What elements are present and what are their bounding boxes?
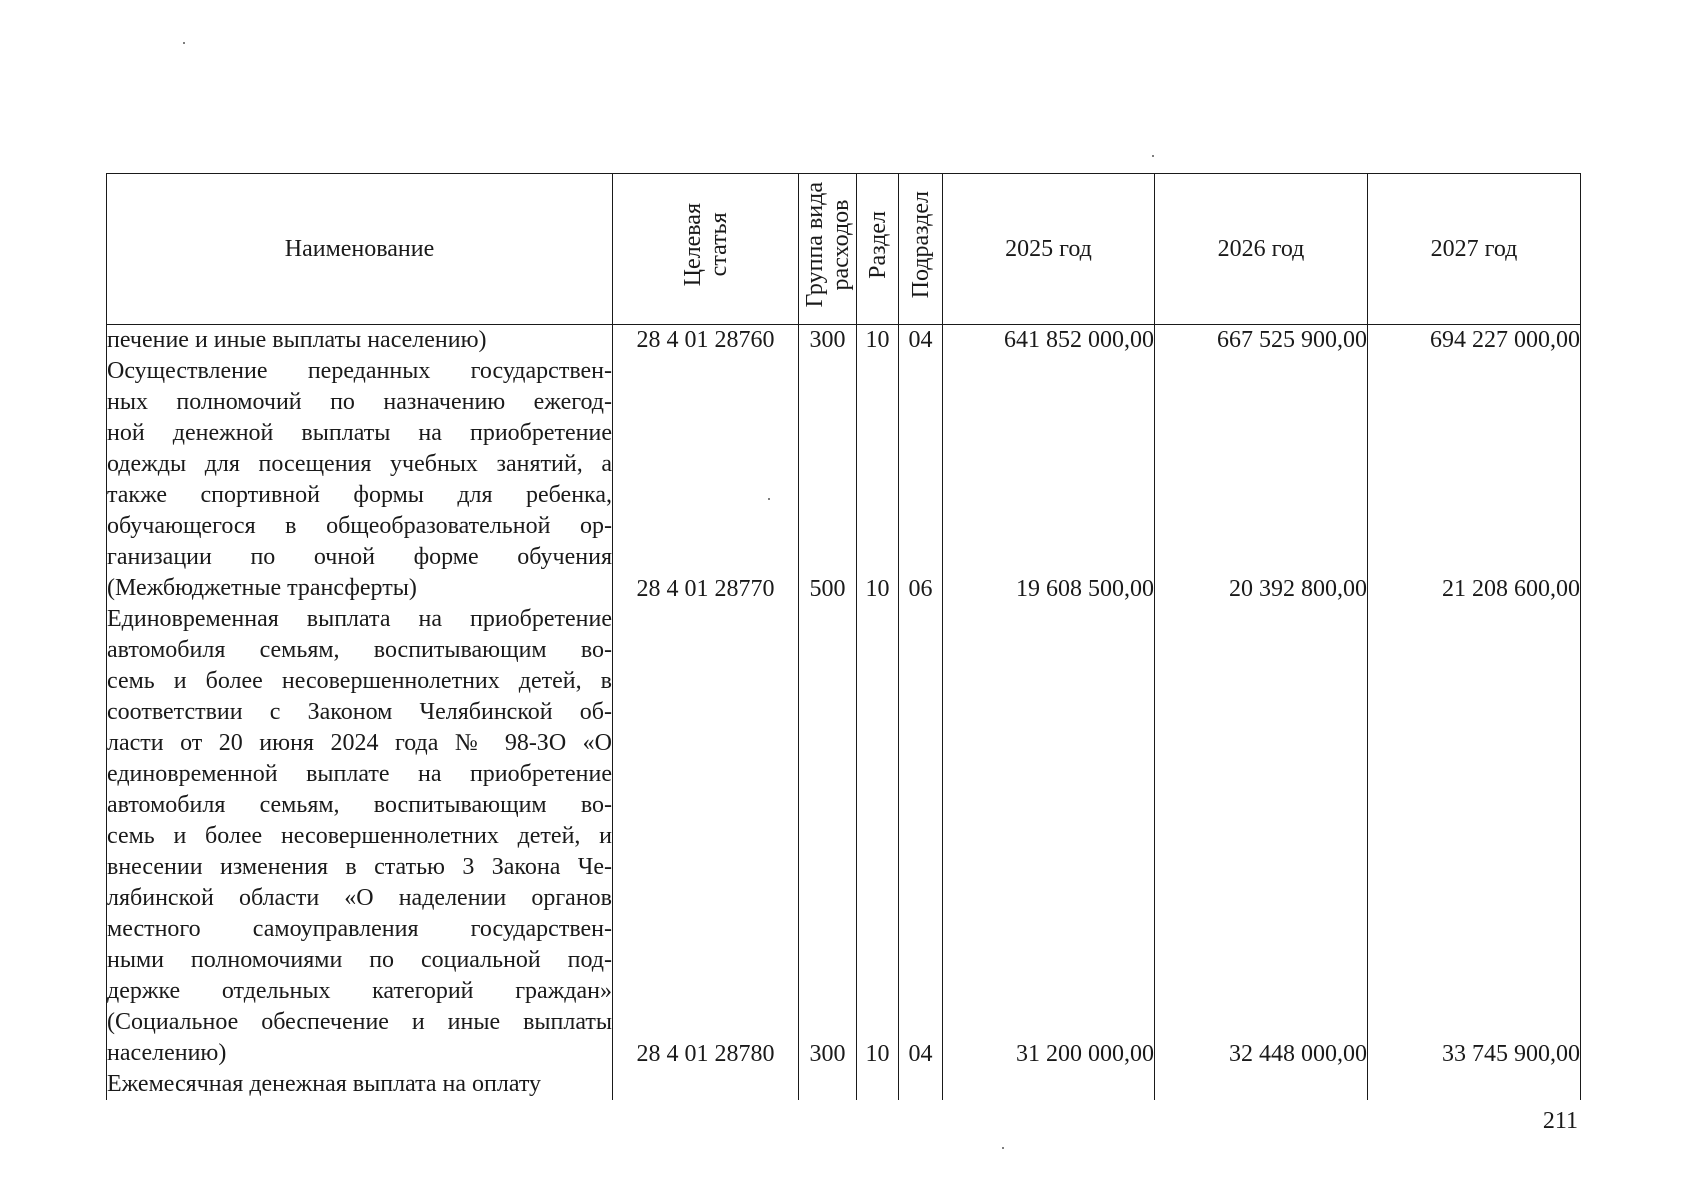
name-line: соответствии с Законом Челябинской об- (107, 699, 612, 725)
cell-target-article (613, 1069, 799, 1100)
cell-section: 10 (857, 356, 899, 604)
name-line: ной денежной выплаты на приобретение (107, 420, 612, 446)
budget-table (106, 173, 1581, 1100)
name-line: ганизации по очной форме обучения (107, 544, 612, 570)
scan-speck (1152, 155, 1154, 157)
name-line: населению) (107, 1040, 227, 1066)
name-line: (Межбюджетные трансферты) (107, 575, 417, 601)
name-line: Осуществление переданных государствен- (107, 358, 612, 384)
name-line: печение и иные выплаты населению) (107, 327, 487, 353)
name-line: держке отдельных категорий граждан» (107, 978, 612, 1004)
cell-subsection (899, 1069, 943, 1100)
name-line: местного самоуправления государствен- (107, 916, 612, 942)
table-row (107, 325, 1581, 357)
cell-expense-group: 300 (799, 325, 857, 357)
name-line: Ежемесячная денежная выплата на оплату (107, 1071, 542, 1097)
table-row (107, 604, 1581, 1069)
name-line: одежды для посещения учебных занятий, а (107, 451, 612, 477)
header-name: Наименование (107, 174, 613, 325)
cell-target-article: 28 4 01 28760 (613, 325, 799, 357)
cell-year-2026: 667 525 900,00 (1155, 325, 1368, 357)
name-line: также спортивной формы для ребенка, (107, 482, 612, 508)
name-line: автомобиля семьям, воспитывающим во- (107, 637, 612, 663)
scan-speck (1002, 1147, 1004, 1149)
header-subsection: Подраздел (899, 174, 943, 325)
table-row (107, 1069, 1581, 1100)
cell-target-article: 28 4 01 28780 (613, 604, 799, 1069)
cell-target-article: 28 4 01 28770 (613, 356, 799, 604)
name-line: лябинской области «О наделении органов (107, 885, 612, 911)
name-line: ными полномочиями по социальной под- (107, 947, 612, 973)
page-number: 211 (1542, 1108, 1578, 1134)
cell-section (857, 1069, 899, 1100)
header-expense-group: Группа вида расходов (799, 174, 857, 325)
name-line: единовременной выплате на приобретение (107, 761, 612, 787)
cell-expense-group (799, 1069, 857, 1100)
name-line: ласти от 20 июня 2024 года № 98-ЗО «О (107, 730, 612, 756)
cell-year-2025: 31 200 000,00 (943, 604, 1155, 1069)
cell-year-2026 (1155, 1069, 1368, 1100)
cell-subsection: 06 (899, 356, 943, 604)
name-line: семь и более несовершеннолетних детей, в (107, 668, 612, 694)
name-line: семь и более несовершеннолетних детей, и (107, 823, 612, 849)
cell-year-2025: 19 608 500,00 (943, 356, 1155, 604)
cell-expense-group: 300 (799, 604, 857, 1069)
cell-name (107, 356, 613, 604)
cell-year-2027: 33 745 900,00 (1368, 604, 1581, 1069)
cell-section: 10 (857, 604, 899, 1069)
cell-year-2026: 20 392 800,00 (1155, 356, 1368, 604)
cell-name (107, 325, 613, 357)
scan-speck (183, 42, 185, 44)
cell-expense-group: 500 (799, 356, 857, 604)
cell-section: 10 (857, 325, 899, 357)
cell-name (107, 1069, 613, 1100)
table-header-row (107, 174, 1581, 325)
name-line: ных полномочий по назначению ежегод- (107, 389, 612, 415)
header-target-article: Целевая статья (613, 174, 799, 325)
cell-year-2026: 32 448 000,00 (1155, 604, 1368, 1069)
name-line: (Социальное обеспечение и иные выплаты (107, 1009, 612, 1035)
cell-name (107, 604, 613, 1069)
table-body (107, 325, 1581, 1101)
name-line: обучающегося в общеобразовательной ор- (107, 513, 612, 539)
cell-year-2027: 21 208 600,00 (1368, 356, 1581, 604)
name-line: Единовременная выплата на приобретение (107, 606, 612, 632)
header-year-2026: 2026 год (1155, 174, 1368, 325)
table-row (107, 356, 1581, 604)
cell-year-2027: 694 227 000,00 (1368, 325, 1581, 357)
header-year-2025: 2025 год (943, 174, 1155, 325)
cell-subsection: 04 (899, 325, 943, 357)
name-line: автомобиля семьям, воспитывающим во- (107, 792, 612, 818)
header-section: Раздел (857, 174, 899, 325)
cell-subsection: 04 (899, 604, 943, 1069)
name-line: внесении изменения в статью 3 Закона Че- (107, 854, 612, 880)
cell-year-2025 (943, 1069, 1155, 1100)
header-year-2027: 2027 год (1368, 174, 1581, 325)
cell-year-2025: 641 852 000,00 (943, 325, 1155, 357)
cell-year-2027 (1368, 1069, 1581, 1100)
